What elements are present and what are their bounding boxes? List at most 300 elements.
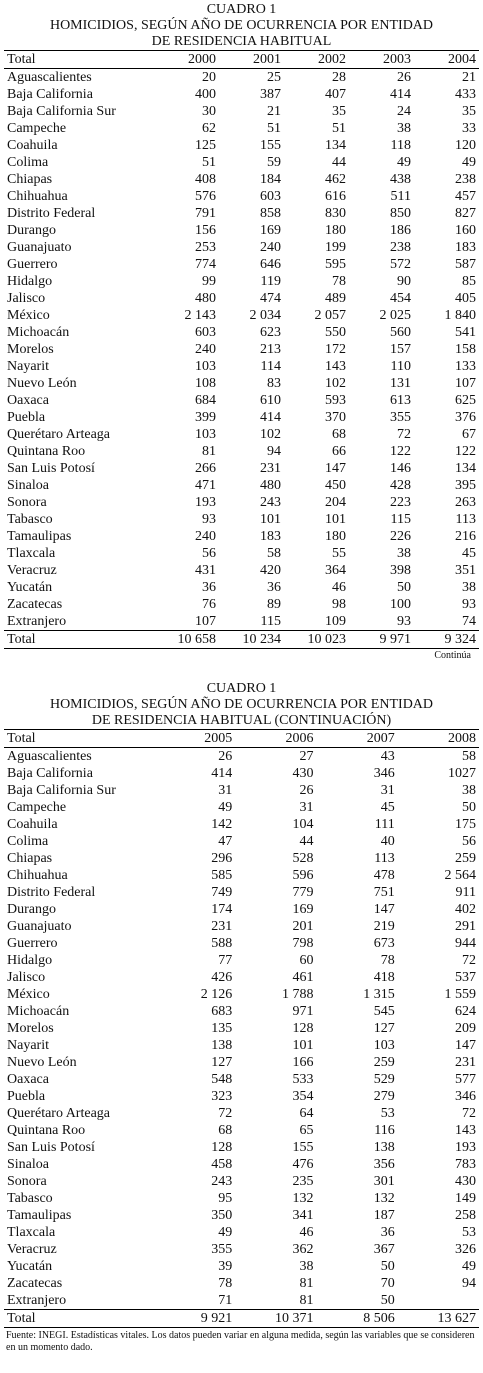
value-cell: 779 (292, 885, 314, 900)
table-row (4, 952, 479, 969)
value-cell: 971 (292, 1004, 314, 1019)
state-name: Puebla (7, 410, 46, 425)
state-name: Chiapas (7, 851, 53, 866)
year-header: 2004 (448, 52, 476, 67)
state-name: Guerrero (7, 936, 58, 951)
value-cell: 36 (267, 580, 281, 595)
value-cell: 457 (455, 189, 476, 204)
total-value: 8 506 (363, 1311, 395, 1326)
value-cell: 135 (211, 1021, 233, 1036)
value-cell: 134 (325, 138, 346, 153)
value-cell: 33 (462, 121, 476, 136)
value-cell: 433 (455, 87, 476, 102)
state-name: Yucatán (7, 580, 53, 595)
state-name: Distrito Federal (7, 885, 96, 900)
value-cell: 489 (325, 291, 346, 306)
value-cell: 596 (292, 868, 314, 883)
header-label: Total (7, 731, 36, 746)
value-cell: 51 (332, 121, 346, 136)
value-cell: 346 (373, 766, 395, 781)
value-cell: 122 (390, 444, 411, 459)
state-name: Distrito Federal (7, 206, 96, 221)
value-cell: 454 (390, 291, 411, 306)
value-cell: 111 (374, 817, 395, 832)
value-cell: 774 (195, 257, 216, 272)
source-note: Fuente: INEGI. Estadísticas vitales. Los datos pueden variar en alguna medida, según las variables que se consideren en un momento dado. (6, 1330, 475, 1353)
table-row (4, 511, 479, 528)
value-cell: 528 (292, 851, 314, 866)
value-cell: 438 (390, 172, 411, 187)
state-name: Tabasco (7, 1191, 53, 1206)
state-name: Chihuahua (7, 189, 68, 204)
value-cell: 458 (211, 1157, 233, 1172)
value-cell: 38 (462, 580, 476, 595)
value-cell: 471 (195, 478, 216, 493)
value-cell: 259 (455, 851, 476, 866)
value-cell: 783 (455, 1157, 476, 1172)
value-cell: 827 (455, 206, 476, 221)
value-cell: 101 (260, 512, 281, 527)
state-name: Veracruz (7, 1242, 57, 1257)
value-cell: 341 (292, 1208, 314, 1223)
state-name: Baja California (7, 766, 93, 781)
table-row (4, 443, 479, 460)
table-row (4, 1275, 479, 1292)
table-row (4, 969, 479, 986)
value-cell: 461 (292, 970, 314, 985)
state-name: Aguascalientes (7, 749, 92, 764)
value-cell: 751 (373, 885, 395, 900)
value-cell: 40 (380, 834, 395, 849)
state-name: Extranjero (7, 614, 67, 629)
value-cell: 407 (325, 87, 346, 102)
table-row (4, 1292, 479, 1310)
value-cell: 798 (292, 936, 314, 951)
value-cell: 474 (260, 291, 281, 306)
table-row (4, 375, 479, 392)
value-cell: 21 (462, 70, 476, 85)
total-row (4, 1310, 479, 1328)
table-row (4, 222, 479, 239)
value-cell: 47 (218, 834, 233, 849)
table-row (4, 205, 479, 222)
value-cell: 180 (325, 223, 346, 238)
value-cell: 94 (267, 444, 281, 459)
table-row (4, 867, 479, 884)
state-name: Yucatán (7, 1259, 53, 1274)
caption-line: CUADRO 1 (206, 2, 277, 17)
value-cell: 107 (455, 376, 476, 391)
table-row (4, 562, 479, 579)
value-cell: 414 (211, 766, 233, 781)
table-row (4, 850, 479, 867)
value-cell: 156 (195, 223, 216, 238)
value-cell: 226 (390, 529, 411, 544)
total-value: 10 658 (177, 632, 216, 647)
value-cell: 160 (455, 223, 476, 238)
state-name: Tabasco (7, 512, 53, 527)
value-cell: 858 (260, 206, 281, 221)
value-cell: 183 (260, 529, 281, 544)
caption-line: DE RESIDENCIA HABITUAL (CONTINUACIÓN) (91, 713, 392, 728)
value-cell: 110 (390, 359, 411, 374)
total-value: 9 921 (200, 1311, 233, 1326)
value-cell: 683 (211, 1004, 233, 1019)
value-cell: 354 (292, 1089, 314, 1104)
state-name: Puebla (7, 1089, 46, 1104)
state-name: Campeche (7, 121, 67, 136)
value-cell: 72 (218, 1106, 233, 1121)
value-cell: 1 559 (444, 987, 476, 1002)
caption-line: HOMICIDIOS, SEGÚN AÑO DE OCURRENCIA POR ENTIDAD (49, 18, 434, 33)
value-cell: 169 (292, 902, 314, 917)
value-cell: 127 (211, 1055, 233, 1070)
total-label: Total (7, 632, 36, 647)
table-row (4, 137, 479, 154)
value-cell: 603 (195, 325, 216, 340)
value-cell: 50 (462, 800, 476, 815)
state-name: Durango (7, 902, 56, 917)
table-row (4, 426, 479, 443)
value-cell: 529 (373, 1072, 395, 1087)
value-cell: 132 (373, 1191, 395, 1206)
value-cell: 118 (390, 138, 411, 153)
value-cell: 301 (373, 1174, 395, 1189)
state-name: Baja California (7, 87, 93, 102)
value-cell: 31 (380, 783, 395, 798)
value-cell: 204 (325, 495, 346, 510)
state-name: Campeche (7, 800, 67, 815)
value-cell: 326 (455, 1242, 476, 1257)
value-cell: 45 (380, 800, 395, 815)
value-cell: 180 (325, 529, 346, 544)
value-cell: 25 (267, 70, 281, 85)
table-row (4, 154, 479, 171)
table-row (4, 1156, 479, 1173)
value-cell: 36 (202, 580, 216, 595)
year-header: 2006 (285, 731, 314, 746)
table-row (4, 833, 479, 850)
table2-caption (0, 681, 483, 729)
table-row (4, 528, 479, 545)
value-cell: 143 (325, 359, 346, 374)
value-cell: 323 (211, 1089, 233, 1104)
value-cell: 44 (332, 155, 346, 170)
value-cell: 346 (455, 1089, 476, 1104)
table-row (4, 477, 479, 494)
value-cell: 480 (195, 291, 216, 306)
value-cell: 646 (260, 257, 281, 272)
value-cell: 38 (397, 546, 411, 561)
total-label: Total (7, 1311, 36, 1326)
value-cell: 143 (455, 1123, 476, 1138)
value-cell: 142 (211, 817, 233, 832)
table-row (4, 1071, 479, 1088)
value-cell: 462 (325, 172, 346, 187)
state-name: Quintana Roo (7, 444, 86, 459)
value-cell: 408 (195, 172, 216, 187)
value-cell: 511 (390, 189, 411, 204)
table-row (4, 188, 479, 205)
year-header: 2001 (253, 52, 281, 67)
value-cell: 74 (462, 614, 476, 629)
value-cell: 1027 (448, 766, 476, 781)
value-cell: 31 (218, 783, 233, 798)
value-cell: 28 (332, 70, 346, 85)
value-cell: 364 (325, 563, 346, 578)
value-cell: 122 (455, 444, 476, 459)
value-cell: 94 (462, 1276, 476, 1291)
state-name: Nuevo León (7, 1055, 77, 1070)
state-name: Tlaxcala (7, 1225, 56, 1240)
value-cell: 478 (373, 868, 395, 883)
value-cell: 616 (325, 189, 346, 204)
state-name: Hidalgo (7, 953, 53, 968)
value-cell: 351 (455, 563, 476, 578)
value-cell: 35 (462, 104, 476, 119)
value-cell: 187 (373, 1208, 395, 1223)
value-cell: 183 (455, 240, 476, 255)
value-cell: 216 (455, 529, 476, 544)
state-name: Jalisco (7, 970, 46, 985)
table-row (4, 409, 479, 426)
state-name: Tamaulipas (7, 1208, 72, 1223)
value-cell: 146 (390, 461, 411, 476)
value-cell: 128 (292, 1021, 314, 1036)
value-cell: 279 (373, 1089, 395, 1104)
value-cell: 431 (195, 563, 216, 578)
value-cell: 58 (462, 749, 476, 764)
value-cell: 76 (202, 597, 216, 612)
table-row (4, 613, 479, 631)
value-cell: 550 (325, 325, 346, 340)
value-cell: 428 (390, 478, 411, 493)
header-row (4, 51, 479, 69)
value-cell: 576 (195, 189, 216, 204)
value-cell: 684 (195, 393, 216, 408)
state-name: Aguascalientes (7, 70, 92, 85)
value-cell: 238 (455, 172, 476, 187)
value-cell: 944 (455, 936, 476, 951)
value-cell: 355 (211, 1242, 233, 1257)
value-cell: 585 (211, 868, 233, 883)
value-cell: 119 (260, 274, 281, 289)
value-cell: 560 (390, 325, 411, 340)
value-cell: 231 (455, 1055, 476, 1070)
value-cell: 593 (325, 393, 346, 408)
value-cell: 49 (218, 800, 233, 815)
header-label: Total (7, 52, 36, 67)
value-cell: 420 (260, 563, 281, 578)
state-name: Sonora (7, 495, 47, 510)
value-cell: 100 (390, 597, 411, 612)
value-cell: 749 (211, 885, 233, 900)
total-value: 10 234 (242, 632, 281, 647)
value-cell: 400 (195, 87, 216, 102)
table-row (4, 1139, 479, 1156)
state-name: Guanajuato (7, 240, 72, 255)
state-name: Baja California Sur (7, 783, 116, 798)
value-cell: 31 (299, 800, 314, 815)
total-value: 9 971 (379, 632, 411, 647)
value-cell: 166 (292, 1055, 314, 1070)
value-cell: 243 (260, 495, 281, 510)
value-cell: 545 (373, 1004, 395, 1019)
table-row (4, 545, 479, 562)
value-cell: 537 (455, 970, 476, 985)
value-cell: 51 (267, 121, 281, 136)
value-cell: 108 (195, 376, 216, 391)
caption-line: CUADRO 1 (206, 681, 277, 696)
state-name: Morelos (7, 1021, 54, 1036)
value-cell: 39 (218, 1259, 233, 1274)
table-row (4, 256, 479, 273)
value-cell (398, 1292, 479, 1310)
value-cell: 199 (325, 240, 346, 255)
value-cell: 62 (202, 121, 216, 136)
table-row (4, 1241, 479, 1258)
value-cell: 103 (373, 1038, 395, 1053)
value-cell: 46 (332, 580, 346, 595)
value-cell: 113 (374, 851, 395, 866)
value-cell: 350 (211, 1208, 233, 1223)
value-cell: 480 (260, 478, 281, 493)
value-cell: 209 (455, 1021, 476, 1036)
value-cell: 50 (380, 1259, 395, 1274)
state-name: Tlaxcala (7, 546, 56, 561)
year-header: 2002 (318, 52, 346, 67)
value-cell: 115 (260, 614, 281, 629)
value-cell: 450 (325, 478, 346, 493)
value-cell: 476 (292, 1157, 314, 1172)
value-cell: 71 (218, 1293, 233, 1308)
value-cell: 2 126 (200, 987, 233, 1002)
total-value: 9 324 (444, 632, 476, 647)
state-name: Extranjero (7, 1293, 67, 1308)
value-cell: 72 (462, 953, 476, 968)
year-header: 2007 (366, 731, 395, 746)
value-cell: 533 (292, 1072, 314, 1087)
value-cell: 67 (462, 427, 476, 442)
state-name: Nuevo León (7, 376, 77, 391)
value-cell: 102 (325, 376, 346, 391)
value-cell: 27 (299, 749, 314, 764)
value-cell: 65 (299, 1123, 314, 1138)
value-cell: 102 (260, 427, 281, 442)
table-row (4, 307, 479, 324)
value-cell: 68 (332, 427, 346, 442)
state-name: Durango (7, 223, 56, 238)
table-row (4, 1173, 479, 1190)
value-cell: 46 (299, 1225, 314, 1240)
table-row (4, 1054, 479, 1071)
table-row (4, 1088, 479, 1105)
value-cell: 132 (292, 1191, 314, 1206)
value-cell: 53 (462, 1225, 476, 1240)
state-name: Sinaloa (7, 1157, 49, 1172)
value-cell: 157 (390, 342, 411, 357)
value-cell: 235 (292, 1174, 314, 1189)
state-name: Coahuila (7, 817, 58, 832)
value-cell: 231 (260, 461, 281, 476)
value-cell: 398 (390, 563, 411, 578)
value-cell: 133 (455, 359, 476, 374)
value-cell: 81 (202, 444, 216, 459)
value-cell: 24 (397, 104, 411, 119)
value-cell: 193 (195, 495, 216, 510)
value-cell: 53 (380, 1106, 395, 1121)
value-cell: 66 (332, 444, 346, 459)
value-cell: 68 (218, 1123, 233, 1138)
value-cell: 253 (195, 240, 216, 255)
value-cell: 603 (260, 189, 281, 204)
value-cell: 95 (218, 1191, 233, 1206)
value-cell: 138 (373, 1140, 395, 1155)
total-value: 10 371 (275, 1311, 314, 1326)
value-cell: 26 (218, 749, 233, 764)
value-cell: 1 788 (282, 987, 314, 1002)
value-cell: 414 (260, 410, 281, 425)
state-name: San Luis Potosí (7, 1140, 95, 1155)
state-name: Oaxaca (7, 393, 49, 408)
value-cell: 98 (332, 597, 346, 612)
state-name: Guanajuato (7, 919, 72, 934)
value-cell: 49 (397, 155, 411, 170)
value-cell: 572 (390, 257, 411, 272)
value-cell: 414 (390, 87, 411, 102)
state-name: Zacatecas (7, 1276, 63, 1291)
value-cell: 138 (211, 1038, 233, 1053)
table-row (4, 986, 479, 1003)
value-cell: 103 (195, 359, 216, 374)
table-row (4, 782, 479, 799)
value-cell: 2 034 (249, 308, 281, 323)
state-name: Chihuahua (7, 868, 68, 883)
value-cell: 101 (325, 512, 346, 527)
caption-line: HOMICIDIOS, SEGÚN AÑO DE OCURRENCIA POR ENTIDAD (49, 697, 434, 712)
value-cell: 58 (267, 546, 281, 561)
value-cell: 99 (202, 274, 216, 289)
table-row (4, 494, 479, 511)
state-name: Querétaro Arteaga (7, 1106, 110, 1121)
value-cell: 147 (325, 461, 346, 476)
value-cell: 43 (380, 749, 395, 764)
value-cell: 243 (211, 1174, 233, 1189)
total-row (4, 631, 479, 649)
value-cell: 104 (292, 817, 314, 832)
value-cell: 291 (455, 919, 476, 934)
state-name: Veracruz (7, 563, 57, 578)
value-cell: 38 (397, 121, 411, 136)
value-cell: 399 (195, 410, 216, 425)
value-cell: 90 (397, 274, 411, 289)
value-cell: 355 (390, 410, 411, 425)
value-cell: 81 (299, 1276, 314, 1291)
homicides-table-2000-2004 (4, 50, 479, 649)
value-cell: 83 (267, 376, 281, 391)
value-cell: 186 (390, 223, 411, 238)
value-cell: 548 (211, 1072, 233, 1087)
value-cell: 402 (455, 902, 476, 917)
value-cell: 240 (260, 240, 281, 255)
value-cell: 55 (332, 546, 346, 561)
value-cell: 791 (195, 206, 216, 221)
state-name: Nayarit (7, 359, 49, 374)
value-cell: 158 (455, 342, 476, 357)
value-cell: 81 (299, 1293, 314, 1308)
value-cell: 101 (292, 1038, 314, 1053)
value-cell: 26 (299, 783, 314, 798)
